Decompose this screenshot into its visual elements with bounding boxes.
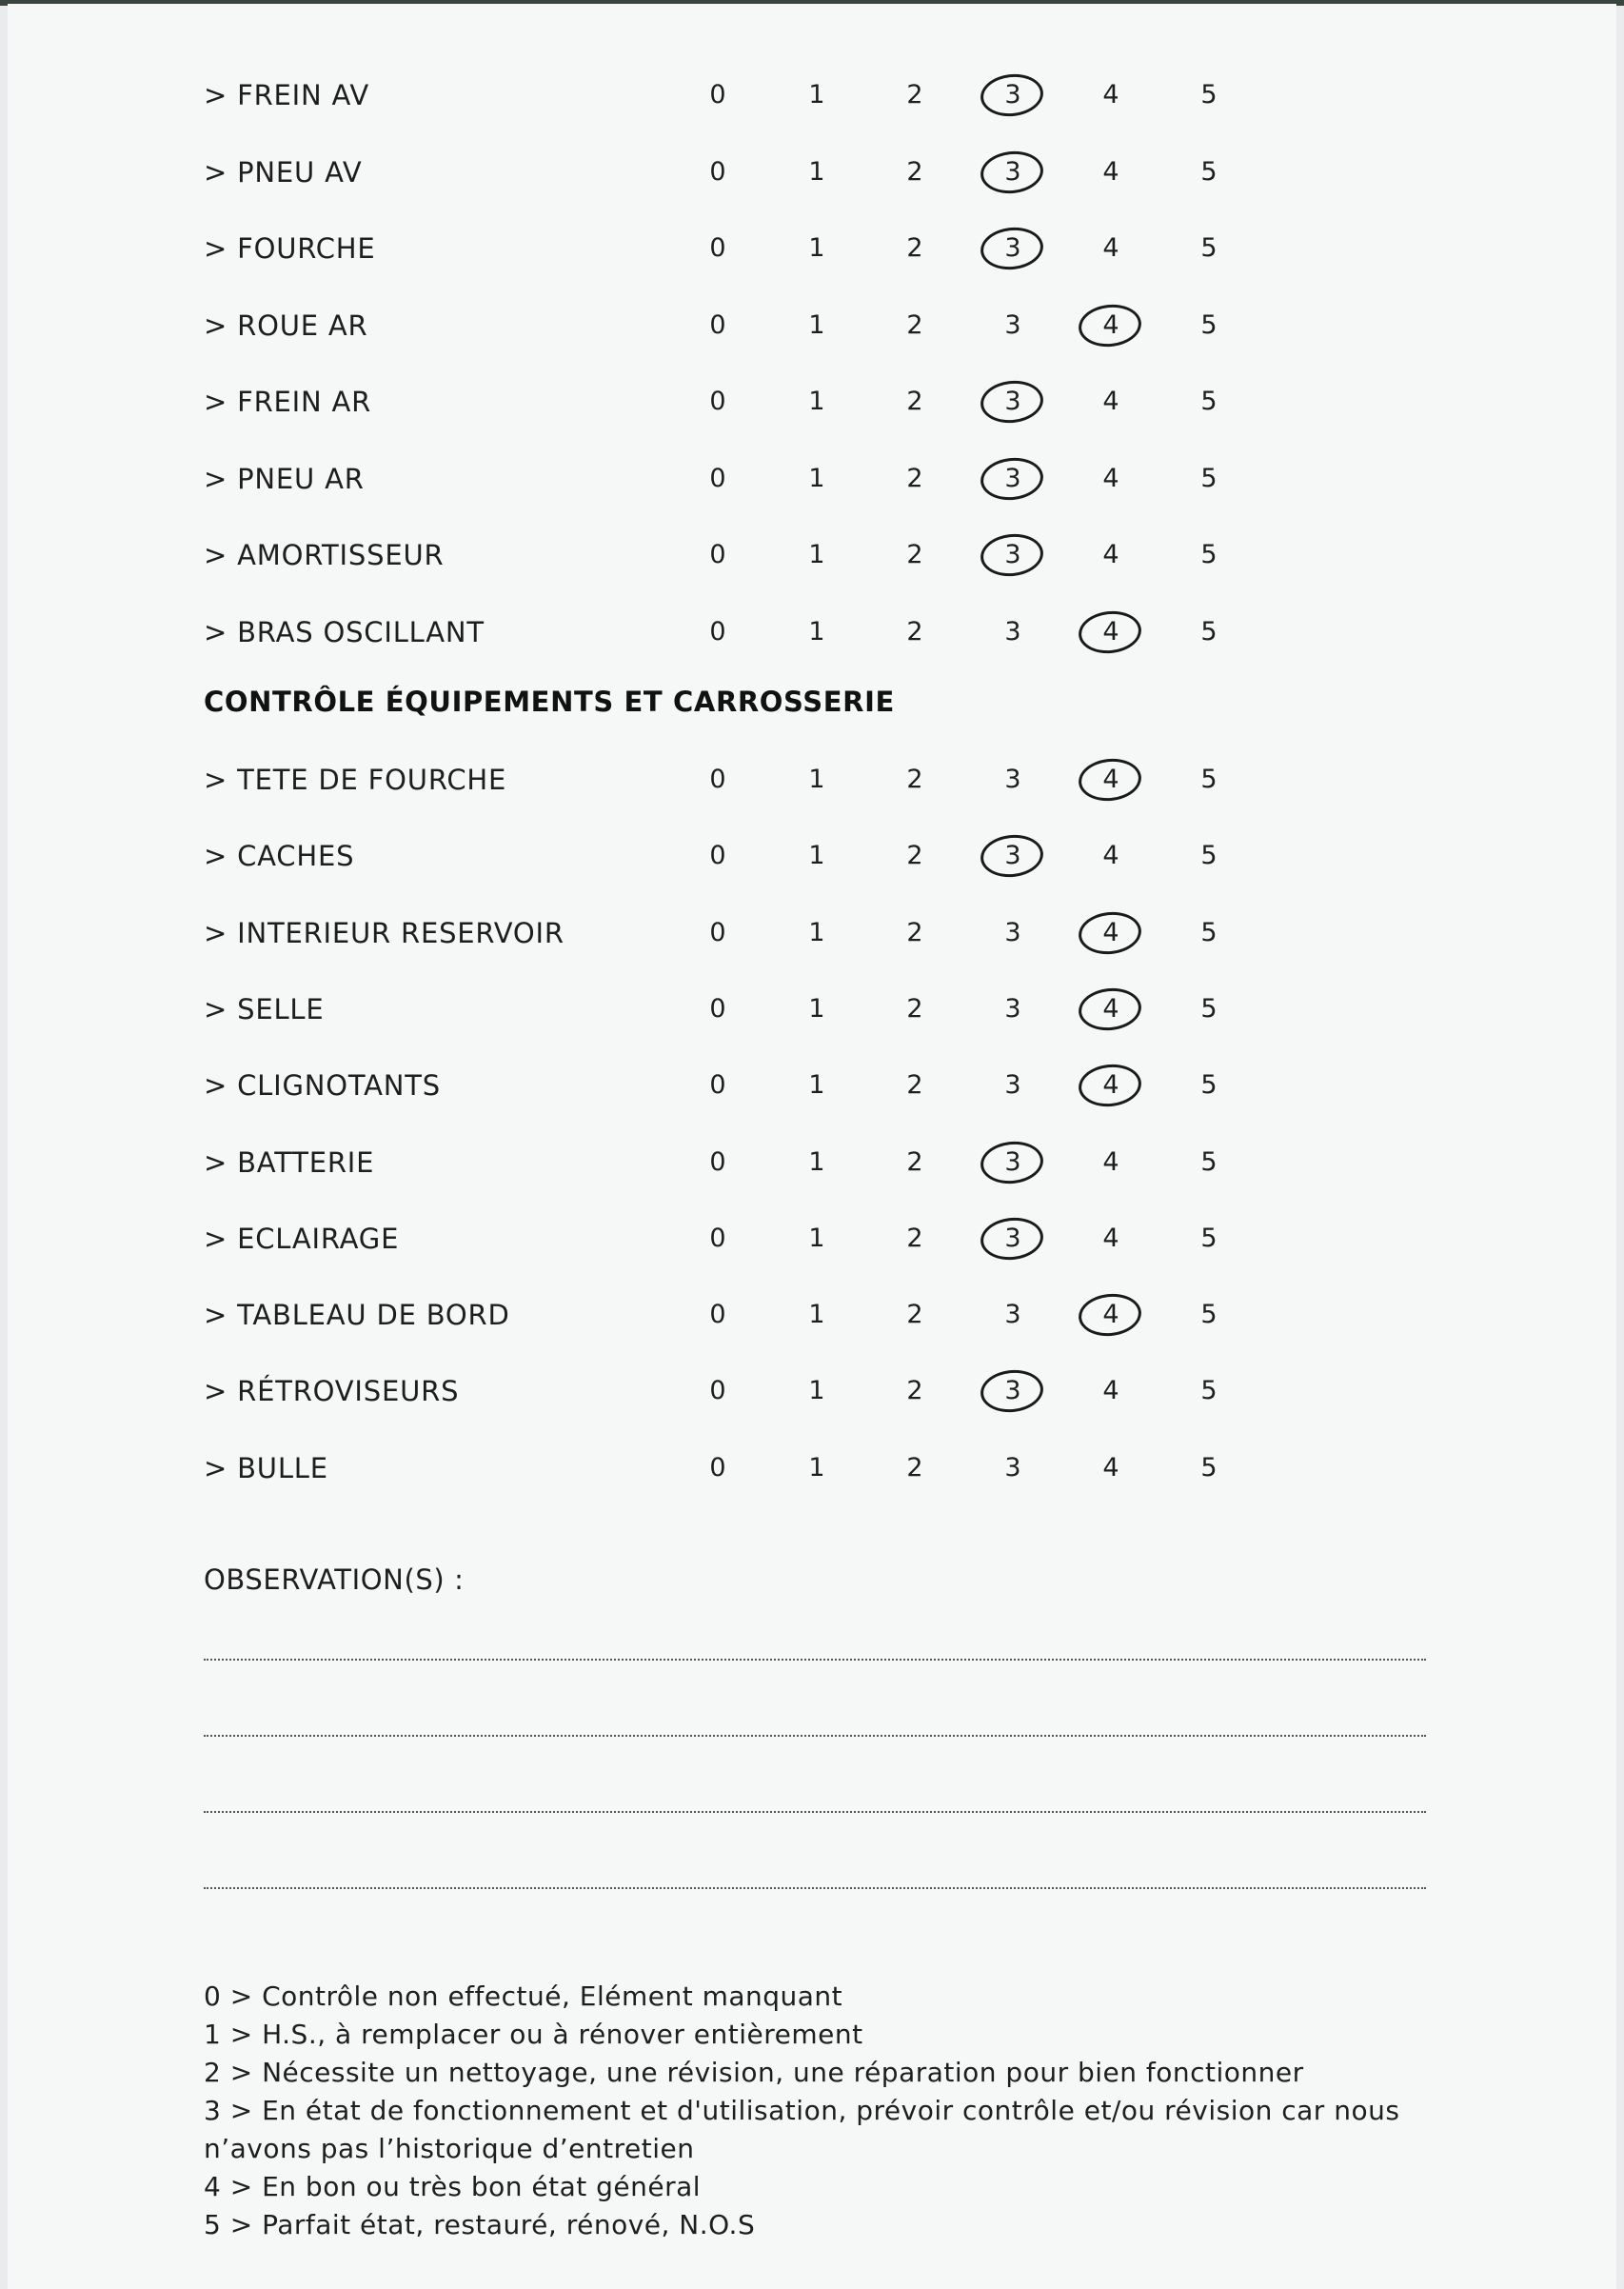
item-label: > PNEU AR [204, 462, 365, 495]
legend-line: 1 > H.S., à remplacer ou à rénover entièrement [204, 2019, 863, 2050]
score-option[interactable] [790, 144, 843, 201]
score-option[interactable] [691, 1363, 744, 1420]
checklist-row [204, 1134, 1441, 1191]
score-option[interactable] [888, 751, 941, 808]
score-value: 1 [808, 1300, 825, 1330]
observation-line[interactable] [204, 1735, 1426, 1737]
score-option[interactable] [1182, 1440, 1236, 1497]
score-option[interactable] [986, 1057, 1040, 1114]
score-value: 3 [1004, 309, 1021, 340]
score-option[interactable] [888, 1286, 941, 1344]
score-value: 4 [1102, 765, 1119, 794]
selected-circle [979, 531, 1045, 580]
score-value: 0 [709, 156, 726, 187]
checklist-row [204, 144, 1441, 201]
score-value: 2 [906, 917, 923, 947]
score-value: 3 [1004, 1146, 1021, 1177]
score-option[interactable] [1084, 1440, 1138, 1497]
legend-line: 5 > Parfait état, restauré, rénové, N.O.S [204, 2209, 756, 2240]
item-label: > SELLE [204, 992, 325, 1025]
score-option[interactable] [1084, 144, 1138, 201]
score-value: 1 [808, 387, 825, 416]
score-value: 0 [709, 616, 726, 647]
score-value: 2 [906, 1070, 923, 1101]
score-option[interactable] [691, 450, 744, 508]
score-value: 3 [1004, 1070, 1021, 1101]
score-value: 3 [1004, 917, 1021, 947]
score-option[interactable] [691, 827, 744, 885]
score-option[interactable] [1084, 751, 1138, 808]
score-value: 4 [1102, 233, 1119, 263]
score-value: 2 [906, 80, 923, 109]
score-value: 2 [906, 1146, 923, 1177]
score-option[interactable] [986, 67, 1040, 124]
score-option[interactable] [790, 751, 843, 808]
score-value: 3 [1004, 1376, 1021, 1406]
score-value: 1 [808, 841, 825, 871]
score-value: 5 [1200, 1146, 1218, 1177]
score-value: 5 [1200, 765, 1218, 794]
checklist-row [204, 751, 1441, 808]
score-value: 3 [1004, 387, 1021, 416]
score-option[interactable] [1084, 1057, 1138, 1114]
score-value: 4 [1102, 1223, 1119, 1253]
selected-circle [979, 71, 1045, 120]
score-value: 2 [906, 387, 923, 416]
score-option[interactable] [790, 220, 843, 277]
score-value: 4 [1102, 841, 1119, 871]
score-option[interactable] [986, 751, 1040, 808]
observation-line[interactable] [204, 1811, 1426, 1813]
score-value: 1 [808, 156, 825, 187]
score-value: 2 [906, 616, 923, 647]
score-value: 5 [1200, 917, 1218, 947]
score-value: 4 [1102, 1300, 1119, 1330]
score-value: 5 [1200, 80, 1218, 109]
checklist-row [204, 450, 1441, 508]
item-label: > CLIGNOTANTS [204, 1069, 441, 1103]
selected-circle [1077, 908, 1143, 957]
section-title: CONTRÔLE ÉQUIPEMENTS ET CARROSSERIE [204, 686, 895, 718]
score-option[interactable] [1182, 220, 1236, 277]
score-option[interactable] [790, 1286, 843, 1344]
score-option[interactable] [790, 1363, 843, 1420]
score-option[interactable] [691, 220, 744, 277]
score-value: 4 [1102, 917, 1119, 947]
item-label: > BATTERIE [204, 1145, 375, 1179]
score-value: 3 [1004, 993, 1021, 1024]
score-option[interactable] [1084, 297, 1138, 354]
score-option[interactable] [1182, 905, 1236, 962]
score-option[interactable] [691, 1440, 744, 1497]
score-value: 5 [1200, 387, 1218, 416]
score-value: 4 [1102, 387, 1119, 416]
score-option[interactable] [986, 827, 1040, 885]
score-option[interactable] [691, 373, 744, 430]
score-value: 1 [808, 540, 825, 569]
score-value: 5 [1200, 309, 1218, 340]
legend-line: 4 > En bon ou très bon état général [204, 2171, 702, 2202]
score-value: 2 [906, 1300, 923, 1330]
inspection-sheet [8, 4, 1616, 2289]
score-option[interactable] [888, 297, 941, 354]
score-option[interactable] [986, 981, 1040, 1038]
score-option[interactable] [790, 373, 843, 430]
score-value: 4 [1102, 1376, 1119, 1406]
score-value: 2 [906, 1376, 923, 1406]
score-option[interactable] [790, 1210, 843, 1267]
score-value: 1 [808, 1146, 825, 1177]
checklist-row [204, 1440, 1441, 1497]
score-option[interactable] [986, 905, 1040, 962]
checklist-row [204, 905, 1441, 962]
score-option[interactable] [790, 67, 843, 124]
observation-line[interactable] [204, 1887, 1426, 1889]
legend-line: 3 > En état de fonctionnement et d'utilisation, prévoir contrôle et/ou révision car nous [204, 2095, 1400, 2126]
score-option[interactable] [986, 604, 1040, 661]
score-option[interactable] [888, 1134, 941, 1191]
score-option[interactable] [790, 1134, 843, 1191]
observations-label: OBSERVATION(S) : [204, 1563, 465, 1596]
checklist-row [204, 604, 1441, 661]
score-value: 0 [709, 841, 726, 871]
score-value: 3 [1004, 80, 1021, 109]
score-option[interactable] [888, 604, 941, 661]
item-label: > FREIN AV [204, 79, 369, 111]
score-value: 5 [1200, 233, 1218, 263]
score-option[interactable] [1182, 1286, 1236, 1344]
score-option[interactable] [986, 527, 1040, 584]
score-option[interactable] [986, 1363, 1040, 1420]
score-value: 1 [808, 233, 825, 263]
score-option[interactable] [691, 67, 744, 124]
checklist-row [204, 1363, 1441, 1420]
item-label: > PNEU AV [204, 155, 363, 189]
score-option[interactable] [986, 297, 1040, 354]
checklist-row [204, 527, 1441, 584]
score-option[interactable] [1084, 981, 1138, 1038]
checklist-row [204, 1286, 1441, 1344]
score-option[interactable] [691, 604, 744, 661]
score-option[interactable] [1182, 67, 1236, 124]
score-value: 1 [808, 463, 825, 493]
score-option[interactable] [1084, 827, 1138, 885]
score-value: 4 [1102, 616, 1119, 647]
score-option[interactable] [1182, 1057, 1236, 1114]
checklist-row [204, 1210, 1441, 1267]
score-option[interactable] [1182, 751, 1236, 808]
score-option[interactable] [790, 297, 843, 354]
score-value: 0 [709, 917, 726, 947]
item-label: > BULLE [204, 1451, 328, 1484]
score-value: 0 [709, 463, 726, 493]
score-option[interactable] [1084, 905, 1138, 962]
score-value: 5 [1200, 1070, 1218, 1101]
score-value: 1 [808, 1223, 825, 1253]
selected-circle [1077, 985, 1143, 1034]
selected-circle [979, 378, 1045, 427]
checklist-row [204, 827, 1441, 885]
score-option[interactable] [790, 1440, 843, 1497]
score-value: 0 [709, 1070, 726, 1101]
score-value: 1 [808, 1376, 825, 1406]
score-option[interactable] [1182, 604, 1236, 661]
score-option[interactable] [1182, 1134, 1236, 1191]
score-value: 2 [906, 993, 923, 1024]
score-option[interactable] [1182, 450, 1236, 508]
score-option[interactable] [691, 981, 744, 1038]
score-option[interactable] [888, 373, 941, 430]
item-label: > FREIN AR [204, 386, 372, 418]
selected-circle [1077, 301, 1143, 349]
selected-circle [1077, 756, 1143, 805]
score-value: 5 [1200, 1223, 1218, 1253]
selected-circle [979, 1138, 1045, 1186]
score-option[interactable] [1182, 297, 1236, 354]
score-value: 3 [1004, 463, 1021, 493]
score-value: 2 [906, 1452, 923, 1483]
selected-circle [979, 148, 1045, 196]
score-option[interactable] [1084, 1210, 1138, 1267]
score-value: 4 [1102, 463, 1119, 493]
score-value: 4 [1102, 309, 1119, 340]
score-option[interactable] [986, 144, 1040, 201]
score-option[interactable] [691, 1057, 744, 1114]
selected-circle [1077, 1291, 1143, 1340]
score-option[interactable] [1182, 144, 1236, 201]
score-option[interactable] [790, 827, 843, 885]
score-value: 3 [1004, 1300, 1021, 1330]
score-option[interactable] [986, 1210, 1040, 1267]
score-value: 2 [906, 540, 923, 569]
score-option[interactable] [888, 1440, 941, 1497]
score-option[interactable] [691, 905, 744, 962]
score-value: 2 [906, 1223, 923, 1253]
score-option[interactable] [691, 1286, 744, 1344]
score-option[interactable] [888, 1210, 941, 1267]
score-value: 0 [709, 1300, 726, 1330]
score-value: 2 [906, 309, 923, 340]
score-value: 0 [709, 80, 726, 109]
score-option[interactable] [1182, 827, 1236, 885]
score-option[interactable] [1182, 527, 1236, 584]
score-option[interactable] [986, 450, 1040, 508]
score-value: 3 [1004, 233, 1021, 263]
score-value: 1 [808, 80, 825, 109]
score-value: 4 [1102, 156, 1119, 187]
score-option[interactable] [1084, 604, 1138, 661]
score-option[interactable] [1084, 67, 1138, 124]
item-label: > INTERIEUR RESERVOIR [204, 916, 564, 949]
score-option[interactable] [986, 220, 1040, 277]
score-value: 2 [906, 463, 923, 493]
score-option[interactable] [888, 827, 941, 885]
score-option[interactable] [986, 373, 1040, 430]
score-value: 5 [1200, 463, 1218, 493]
score-option[interactable] [986, 1286, 1040, 1344]
score-option[interactable] [691, 144, 744, 201]
observation-line[interactable] [204, 1659, 1426, 1661]
score-value: 0 [709, 233, 726, 263]
score-option[interactable] [790, 1057, 843, 1114]
score-option[interactable] [1182, 373, 1236, 430]
selected-circle [979, 832, 1045, 881]
score-option[interactable] [691, 1210, 744, 1267]
score-option[interactable] [1084, 1134, 1138, 1191]
score-value: 1 [808, 1452, 825, 1483]
selected-circle [979, 454, 1045, 503]
item-label: > ROUE AR [204, 309, 368, 342]
item-label: > RÉTROVISEURS [204, 1375, 460, 1408]
legend-line: n’avons pas l’historique d’entretien [204, 2133, 695, 2164]
score-option[interactable] [790, 981, 843, 1038]
checklist-row [204, 373, 1441, 430]
item-label: > TETE DE FOURCHE [204, 764, 507, 796]
score-option[interactable] [1084, 450, 1138, 508]
score-option[interactable] [888, 527, 941, 584]
score-value: 3 [1004, 616, 1021, 647]
score-value: 1 [808, 765, 825, 794]
score-option[interactable] [888, 905, 941, 962]
score-value: 2 [906, 841, 923, 871]
score-value: 1 [808, 309, 825, 340]
score-value: 2 [906, 765, 923, 794]
score-option[interactable] [888, 981, 941, 1038]
item-label: > BRAS OSCILLANT [204, 615, 485, 648]
legend-line: 2 > Nécessite un nettoyage, une révision, une réparation pour bien fonctionner [204, 2057, 1304, 2088]
score-value: 5 [1200, 1452, 1218, 1483]
score-value: 1 [808, 616, 825, 647]
score-value: 5 [1200, 156, 1218, 187]
score-option[interactable] [888, 1363, 941, 1420]
score-value: 4 [1102, 80, 1119, 109]
score-value: 1 [808, 917, 825, 947]
selected-circle [979, 1214, 1045, 1263]
score-option[interactable] [790, 527, 843, 584]
score-option[interactable] [1084, 373, 1138, 430]
selected-circle [1077, 1062, 1143, 1110]
score-option[interactable] [790, 905, 843, 962]
score-option[interactable] [691, 751, 744, 808]
score-value: 2 [906, 156, 923, 187]
score-option[interactable] [790, 604, 843, 661]
score-value: 4 [1102, 1146, 1119, 1177]
score-value: 0 [709, 387, 726, 416]
score-value: 0 [709, 309, 726, 340]
score-value: 0 [709, 1376, 726, 1406]
score-option[interactable] [986, 1440, 1040, 1497]
score-option[interactable] [1182, 1210, 1236, 1267]
score-value: 5 [1200, 841, 1218, 871]
score-value: 4 [1102, 1070, 1119, 1101]
score-option[interactable] [888, 1057, 941, 1114]
checklist-row [204, 297, 1441, 354]
selected-circle [1077, 607, 1143, 656]
score-value: 0 [709, 1223, 726, 1253]
score-value: 3 [1004, 765, 1021, 794]
score-option[interactable] [888, 67, 941, 124]
score-value: 0 [709, 993, 726, 1024]
score-value: 0 [709, 1146, 726, 1177]
score-value: 5 [1200, 616, 1218, 647]
score-option[interactable] [1084, 220, 1138, 277]
item-label: > ECLAIRAGE [204, 1222, 400, 1255]
score-option[interactable] [1182, 981, 1236, 1038]
score-option[interactable] [790, 450, 843, 508]
score-value: 4 [1102, 540, 1119, 569]
checklist-row [204, 981, 1441, 1038]
score-value: 3 [1004, 156, 1021, 187]
score-value: 4 [1102, 1452, 1119, 1483]
item-label: > FOURCHE [204, 232, 376, 265]
legend-line: 0 > Contrôle non effectué, Elément manquant [204, 1980, 843, 2012]
checklist-row [204, 1057, 1441, 1114]
checklist-row [204, 67, 1441, 124]
score-option[interactable] [691, 297, 744, 354]
score-value: 0 [709, 540, 726, 569]
score-option[interactable] [691, 1134, 744, 1191]
score-value: 0 [709, 765, 726, 794]
score-value: 1 [808, 1070, 825, 1101]
score-option[interactable] [691, 527, 744, 584]
score-option[interactable] [1084, 527, 1138, 584]
score-value: 4 [1102, 993, 1119, 1024]
score-option[interactable] [888, 144, 941, 201]
score-value: 3 [1004, 841, 1021, 871]
score-option[interactable] [888, 220, 941, 277]
score-value: 5 [1200, 540, 1218, 569]
selected-circle [979, 1367, 1045, 1416]
rating-legend [204, 1978, 1441, 2244]
score-option[interactable] [888, 450, 941, 508]
score-option[interactable] [986, 1134, 1040, 1191]
score-value: 1 [808, 993, 825, 1024]
score-value: 5 [1200, 1300, 1218, 1330]
score-value: 5 [1200, 1376, 1218, 1406]
score-value: 3 [1004, 540, 1021, 569]
score-value: 3 [1004, 1452, 1021, 1483]
score-option[interactable] [1084, 1363, 1138, 1420]
item-label: > CACHES [204, 840, 355, 873]
score-value: 3 [1004, 1223, 1021, 1253]
item-label: > AMORTISSEUR [204, 539, 445, 571]
score-value: 2 [906, 233, 923, 263]
score-value: 0 [709, 1452, 726, 1483]
score-option[interactable] [1182, 1363, 1236, 1420]
checklist-row [204, 220, 1441, 277]
score-value: 5 [1200, 993, 1218, 1024]
selected-circle [979, 225, 1045, 273]
score-option[interactable] [1084, 1286, 1138, 1344]
item-label: > TABLEAU DE BORD [204, 1299, 510, 1332]
